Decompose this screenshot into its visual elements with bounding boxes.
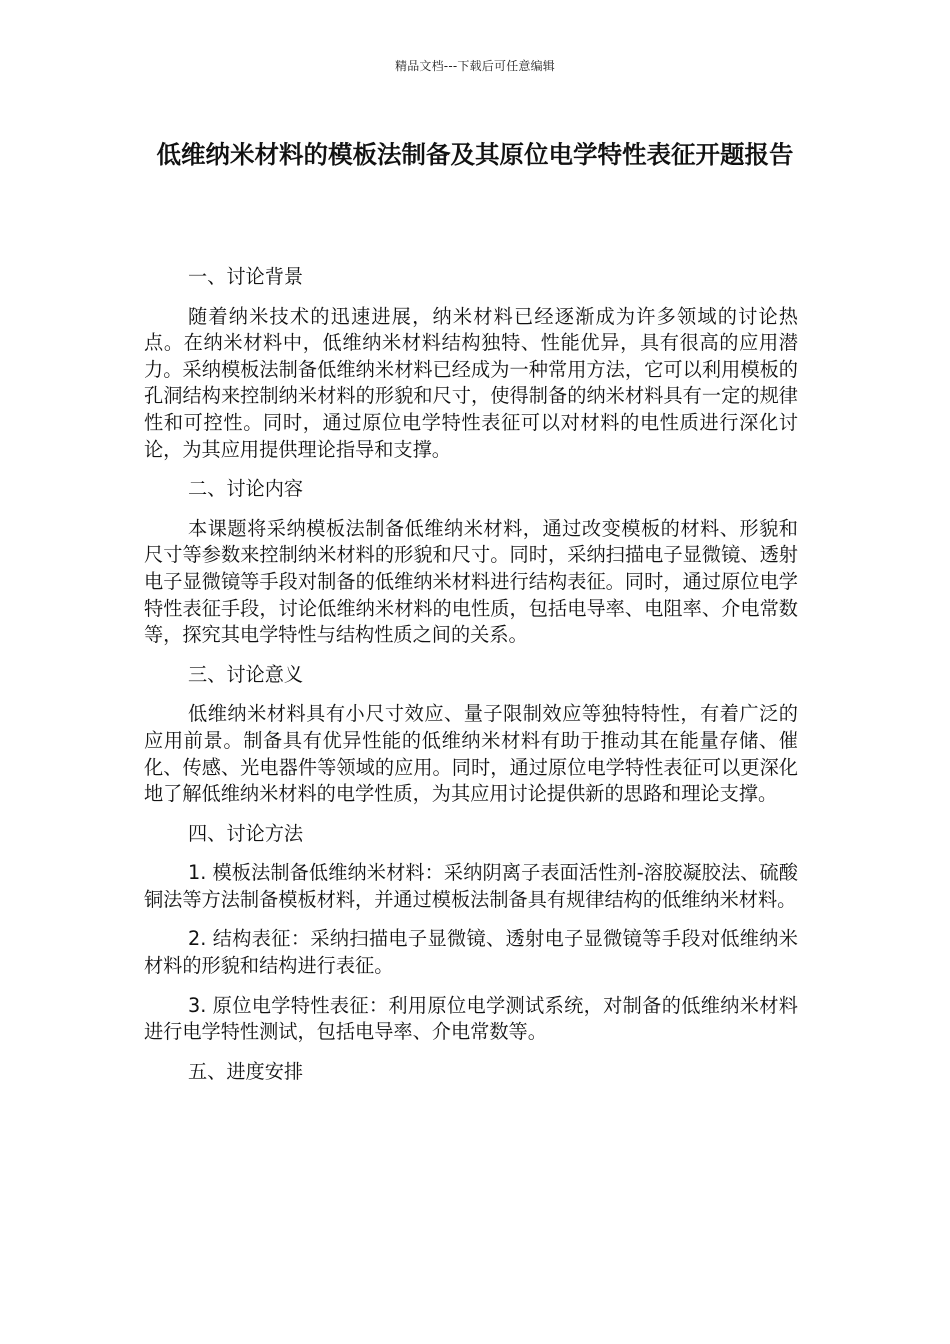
paragraph-method-3: 3. 原位电学特性表征：利用原位电学测试系统，对制备的低维纳米材料进行电学特性测试，包括电导率、介电常数等。	[144, 993, 798, 1044]
paragraph-background: 随着纳米技术的迅速进展，纳米材料已经逐渐成为许多领域的讨论热点。在纳米材料中，低维纳米材料结构独特、性能优异，具有很高的应用潜力。采纳模板法制备低维纳米材料已经成为一种常用方法，它可以利用模板的孔洞结构来控制纳米材料的形貌和尺寸，使得制备的纳米材料具有一定的规律性和可控性。同时，通过原位电学特性表征可以对材料的电性质进行深化讨论，为其应用提供理论指导和支撑。	[144, 304, 798, 461]
document-body	[144, 264, 798, 1098]
section-heading-content: 二、讨论内容	[188, 477, 304, 501]
paragraph-significance: 低维纳米材料具有小尺寸效应、量子限制效应等独特特性，有着广泛的应用前景。制备具有优异性能的低维纳米材料有助于推动其在能量存储、催化、传感、光电器件等领域的应用。同时，通过原位电学特性表征可以更深化地了解低维纳米材料的电学性质，为其应用讨论提供新的思路和理论支撑。	[144, 702, 798, 806]
paragraph-content: 本课题将采纳模板法制备低维纳米材料，通过改变模板的材料、形貌和尺寸等参数来控制纳米材料的形貌和尺寸。同时，采纳扫描电子显微镜、透射电子显微镜等手段对制备的低维纳米材料进行结构表征。同时，通过原位电学特性表征手段，讨论低维纳米材料的电性质，包括电导率、电阻率、介电常数等，探究其电学特性与结构性质之间的关系。	[144, 516, 798, 647]
paragraph-method-1: 1. 模板法制备低维纳米材料：采纳阴离子表面活性剂-溶胶凝胶法、硫酸铜法等方法制备模板材料，并通过模板法制备具有规律结构的低维纳米材料。	[144, 861, 798, 911]
document-title: 低维纳米材料的模板法制备及其原位电学特性表征开题报告	[156, 140, 794, 169]
section-heading-methods: 四、讨论方法	[188, 821, 304, 845]
paragraph-method-2: 2. 结构表征：采纳扫描电子显微镜、透射电子显微镜等手段对低维纳米材料的形貌和结构进行表征。	[144, 927, 798, 978]
section-heading-significance: 三、讨论意义	[188, 662, 304, 686]
section-heading-schedule: 五、进度安排	[188, 1059, 304, 1083]
page-header-note: 精品文档---下载后可任意编辑	[395, 59, 555, 73]
section-heading-background: 一、讨论背景	[188, 265, 304, 288]
